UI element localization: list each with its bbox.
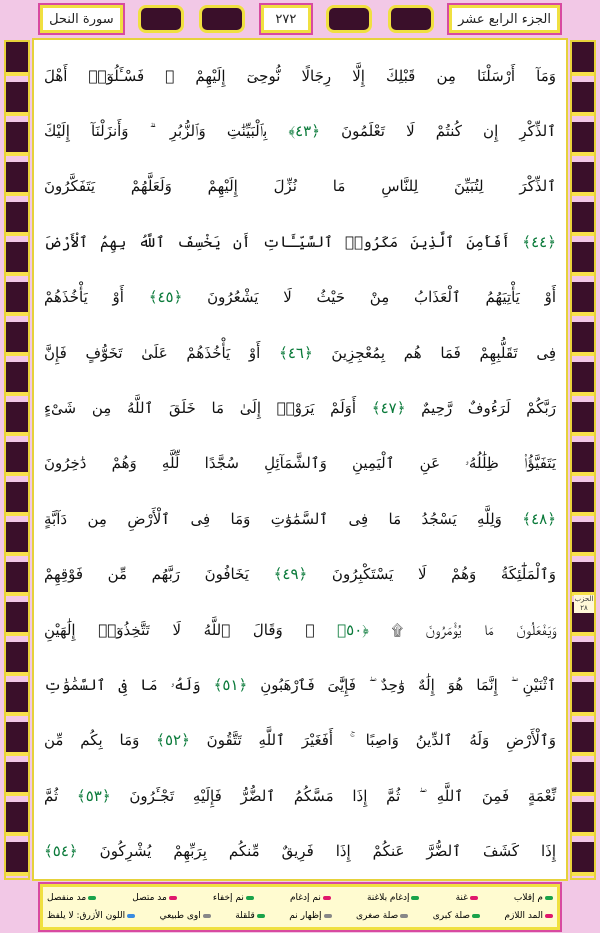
- text-line: [44, 436, 556, 491]
- verse-number-marker: ﴿٤٣﴾: [288, 122, 321, 141]
- legend-label: نم إدغام: [289, 893, 321, 903]
- header-ornament: [138, 5, 184, 33]
- legend-item: [47, 911, 135, 921]
- text-line-content: فِى تَقَلُّبِهِمْ فَمَا هُم بِمُعْجِزِينَ ﴿٤٦﴾ أَوْ يَأْخُذَهُمْ عَلَىٰ تَخَوُّفٍ فَإِنَّ: [44, 343, 556, 362]
- legend-label: اوى طبيعي: [159, 911, 201, 921]
- color-swatch-icon: [545, 914, 553, 918]
- color-swatch-icon: [400, 914, 408, 918]
- verse-number-marker: ﴿٤٥﴾: [148, 288, 183, 307]
- legend-item: [235, 911, 265, 921]
- text-line: [44, 325, 556, 380]
- color-swatch-icon: [88, 896, 96, 900]
- text-line-content: ﴿٤٤﴾ أَفَأَمِنَ ٱلَّذِينَ مَكَرُوا۟ ٱلسَّيِّـَٔاتِ أَن يَخْسِفَ ٱللَّهُ بِهِمُ ٱلْأَرْضَ: [44, 232, 556, 251]
- text-line-content: رَبَّكُمْ لَرَءُوفٌ رَّحِيمٌ ﴿٤٧﴾ أَوَلَمْ يَرَوْا۟ إِلَىٰ مَا خَلَقَ ٱللَّهُ مِن شَىْءٍ: [44, 399, 556, 418]
- page-number: ٢٧٢: [261, 5, 311, 33]
- text-line: [44, 270, 556, 325]
- text-line-content: وَٱلْأَرْضِ وَلَهُ ٱلدِّينُ وَاصِبًا ۚ أَفَغَيْرَ ٱللَّهِ تَتَّقُونَ ﴿٥٢﴾ وَمَا بِكُم مِّن: [44, 731, 556, 750]
- text-line-content: وَمَآ أَرْسَلْنَا مِن قَبْلِكَ إِلَّا رِجَالًا نُّوحِىٓ إِلَيْهِمْ ۚ فَسْـَٔلُوٓا۟ أَهْلَ: [44, 66, 556, 85]
- left-border-ornament: [4, 40, 30, 880]
- header-ornament: [326, 5, 372, 33]
- text-line-content: ٱلذِّكْرَ لِتُبَيِّنَ لِلنَّاسِ مَا نُزِّلَ إِلَيْهِمْ وَلَعَلَّهُمْ يَتَفَكَّرُونَ: [44, 177, 556, 196]
- text-line-content: ﴿٤٨﴾ وَلِلَّهِ يَسْجُدُ مَا فِى ٱلسَّمَٰوَٰتِ وَمَا فِى ٱلْأَرْضِ مِن دَآبَّةٍ: [44, 509, 556, 528]
- header-ornament: [199, 5, 245, 33]
- text-line: [44, 159, 556, 214]
- text-line: [44, 768, 556, 823]
- header-ornament: [388, 5, 434, 33]
- color-swatch-icon: [472, 914, 480, 918]
- legend-label: غنة: [455, 893, 468, 903]
- verse-number-marker: ﴿٤٦﴾: [279, 343, 313, 362]
- text-line: [44, 380, 556, 435]
- color-swatch-icon: [257, 914, 265, 918]
- verse-number-marker: ﴿٤٨﴾: [522, 509, 556, 528]
- color-swatch-icon: [470, 896, 478, 900]
- text-line: [44, 547, 556, 602]
- legend-item: [290, 893, 331, 903]
- legend-label: مد منفصل: [47, 893, 87, 903]
- legend-label: إدغام بلاغنة: [366, 893, 410, 903]
- text-line-content: ٱثْنَيْنِ ۖ إِنَّمَا هُوَ إِلَٰهٌ وَٰحِدٌ ۖ فَإِيَّٰىَ فَٱرْهَبُونِ ﴿٥١﴾ وَلَهُۥ مَا فِى ٱلسَّمَٰوَٰتِ: [44, 675, 556, 694]
- verse-number-marker: ﴿٤٩﴾: [273, 565, 308, 584]
- legend-label: مد متصل: [132, 893, 167, 903]
- text-line-content: إِذَا كَشَفَ ٱلضُّرَّ عَنكُمْ إِذَا فَرِيقٌ مِّنكُم بِرَبِّهِمْ يُشْرِكُونَ ﴿٥٤﴾: [44, 842, 556, 861]
- color-swatch-icon: [545, 896, 553, 900]
- legend-row: [47, 889, 553, 907]
- legend-item: [356, 911, 408, 921]
- text-line: [44, 602, 556, 657]
- color-swatch-icon: [411, 896, 419, 900]
- legend-row: [47, 907, 553, 925]
- text-line: [44, 713, 556, 768]
- legend-label: صلة كبرى: [432, 911, 471, 921]
- verse-number-marker: ﴿٥١﴾: [213, 675, 248, 694]
- text-line: [44, 103, 556, 158]
- text-line: [44, 657, 556, 712]
- color-swatch-icon: [169, 896, 177, 900]
- text-line-content: وَيَفْعَلُونَ مَا يُؤْمَرُونَ ۩ ﴿٥٠﴾ ۞ وَقَالَ ٱللَّهُ لَا تَتَّخِذُوٓا۟ إِلَٰهَيْنِ: [44, 620, 556, 639]
- quran-text-area: [32, 38, 568, 881]
- color-swatch-icon: [246, 896, 254, 900]
- text-line: [44, 48, 556, 103]
- legend-item: [132, 893, 177, 903]
- legend-item: [367, 893, 420, 903]
- legend-item: [289, 911, 331, 921]
- legend-label: قلقلة: [235, 911, 255, 921]
- text-line-content: أَوْ يَأْتِيَهُمُ ٱلْعَذَابُ مِنْ حَيْثُ لَا يَشْعُرُونَ ﴿٤٥﴾ أَوْ يَأْخُذَهُمْ: [44, 288, 556, 307]
- verse-number-marker: ﴿٤٤﴾: [522, 232, 556, 251]
- juz-label: الجزء الرابع عشر: [449, 5, 560, 33]
- color-swatch-icon: [324, 914, 332, 918]
- verse-number-marker: ﴿٥٤﴾: [44, 842, 78, 861]
- legend-item: [504, 911, 553, 921]
- legend-item: [160, 911, 211, 921]
- color-swatch-icon: [127, 914, 135, 918]
- legend-item: [456, 893, 478, 903]
- verse-number-marker: ﴿٥٠﴾: [337, 620, 369, 639]
- text-line: [44, 214, 556, 269]
- text-line-content: نِّعْمَةٍ فَمِنَ ٱللَّهِ ۖ ثُمَّ إِذَا مَسَّكُمُ ٱلضُّرُّ فَإِلَيْهِ تَجْـَٔرُونَ ﴿٥٣﴾ ثُمَّ: [44, 786, 556, 805]
- hizb-marker: الحزب ٢٨: [574, 595, 594, 612]
- text-line-content: يَتَفَيَّؤُا۟ ظِلَٰلُهُۥ عَنِ ٱلْيَمِينِ وَٱلشَّمَآئِلِ سُجَّدًا لِّلَّهِ وَهُمْ دَٰخِرُونَ: [44, 454, 556, 473]
- right-border-ornament: [570, 40, 596, 880]
- page-header: [40, 2, 560, 36]
- legend-item: [47, 893, 96, 903]
- text-line-content: وَٱلْمَلَٰٓئِكَةُ وَهُمْ لَا يَسْتَكْبِرُونَ ﴿٤٩﴾ يَخَافُونَ رَبَّهُم مِّن فَوْقِهِمْ: [44, 565, 556, 584]
- color-swatch-icon: [323, 896, 331, 900]
- legend-label: م إقلاب: [513, 893, 543, 903]
- legend-label: اللون الأزرق: لا يلفظ: [47, 911, 126, 921]
- verse-number-marker: ﴿٥٢﴾: [156, 731, 190, 750]
- surah-name: سورة النحل: [40, 5, 123, 33]
- text-line: [44, 823, 556, 878]
- legend-item: [433, 911, 480, 921]
- color-swatch-icon: [203, 914, 211, 918]
- legend-label: إظهار نم: [289, 911, 322, 921]
- text-line-content: ٱلذِّكْرِ إِن كُنتُمْ لَا تَعْلَمُونَ ﴿٤٣﴾ بِٱلْبَيِّنَٰتِ وَٱلزُّبُرِ ۗ وَأَنزَلْنَآ إِلَيْكَ: [44, 122, 556, 141]
- verse-number-marker: ﴿٥٣﴾: [76, 786, 111, 805]
- legend-item: [514, 893, 553, 903]
- legend-label: المد اللازم: [504, 911, 543, 921]
- verse-number-marker: ﴿٤٧﴾: [371, 399, 406, 418]
- tajweed-legend: [40, 884, 560, 930]
- legend-label: صلة صغرى: [355, 911, 399, 921]
- legend-item: [213, 893, 254, 903]
- legend-label: نم إخفاء: [212, 893, 244, 903]
- text-line: [44, 491, 556, 546]
